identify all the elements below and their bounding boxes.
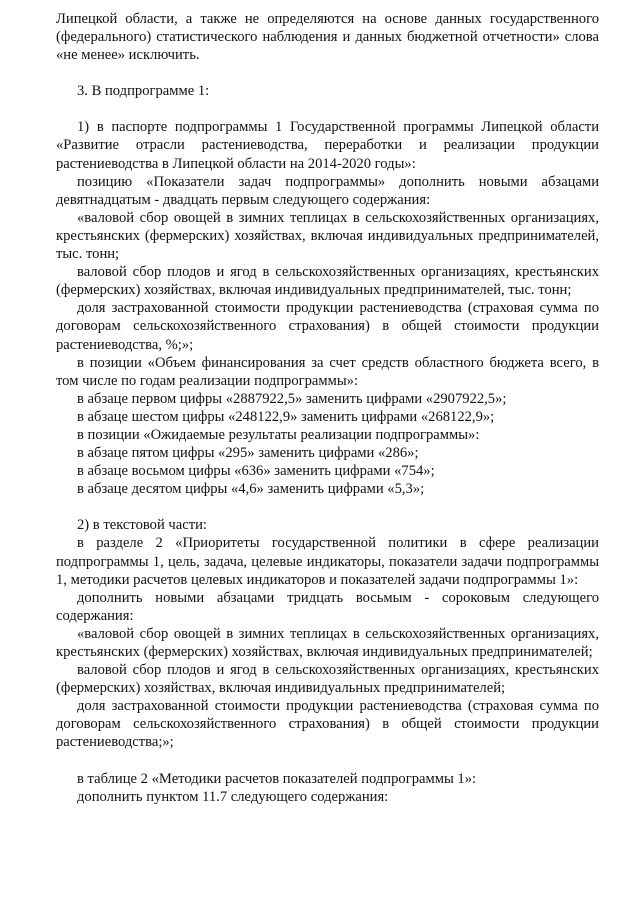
paragraph: в таблице 2 «Методики расчетов показателей подпрограммы 1»: [77,770,477,787]
paragraph: в абзаце восьмом цифры «636» заменить цифрами «754»; [77,463,435,480]
paragraph: в абзаце первом цифры «2887922,5» заменить цифрами «2907922,5»; [77,390,507,407]
paragraph: дополнить новыми абзацами тридцать восьмым - сороковым следующего содержания: [56,589,599,624]
paragraph: «валовой сбор овощей в зимних теплицах в сельскохозяйственных организациях, крестьянских (фермерских) хозяйствах, включая индивидуальных предпринимателей, тыс. тонн; [56,209,599,263]
subsection-heading: 2) в текстовой части: [77,517,207,534]
paragraph: позицию «Показатели задач подпрограммы» дополнить новыми абзацами девятнадцатым - двадцать первым следующего содержания: [56,173,599,208]
paragraph: дополнить пунктом 11.7 следующего содержания: [77,788,389,805]
paragraph: валовой сбор плодов и ягод в сельскохозяйственных организациях, крестьянских (фермерских) хозяйствах, включая индивидуальных предпринимателей; [56,662,599,697]
paragraph: валовой сбор плодов и ягод в сельскохозяйственных организациях, крестьянских (фермерских) хозяйствах, включая индивидуальных предпринимателей, тыс. тонн; [56,264,599,299]
paragraph: «валовой сбор овощей в зимних теплицах в сельскохозяйственных организациях, крестьянских (фермерских) хозяйствах, включая индивидуальных предпринимателей; [56,625,599,660]
paragraph-continuation: Липецкой области, а также не определяются на основе данных государственного (федерального) статистического наблюдения и данных бюджетной отчетности» слова «не менее» исключить. [56,11,599,64]
paragraph: в позиции «Ожидаемые результаты реализации подпрограммы»: [77,426,480,443]
paragraph: доля застрахованной стоимости продукции растениеводства (страховая сумма по договорам сельскохозяйственного страхования) в общей стоимости продукции растениеводства;»; [56,698,599,751]
paragraph: в абзаце пятом цифры «295» заменить цифрами «286»; [77,445,419,462]
paragraph: в абзаце шестом цифры «248122,9» заменить цифрами «268122,9»; [77,408,495,425]
paragraph: в абзаце десятом цифры «4,6» заменить цифрами «5,3»; [77,481,425,498]
subsection-heading: 1) в паспорте подпрограммы 1 Государственной программы Липецкой области «Развитие отрасли растениеводства, переработки и реализации продукции растениеводства в Липецкой области на 2014-2020 годы»: [56,119,599,172]
paragraph: в разделе 2 «Приоритеты государственной политики в сфере реализации подпрограммы 1, цель, задача, целевые индикаторы, показатели задачи подпрограммы 1, методики расчетов целевых индикаторов и показателей задачи подпрограммы 1»: [56,535,599,588]
paragraph: в позиции «Объем финансирования за счет средств областного бюджета всего, в том числе по годам реализации подпрограммы»: [56,354,599,389]
paragraph: доля застрахованной стоимости продукции растениеводства (страховая сумма по договорам сельскохозяйственного страхования) в общей стоимости продукции растениеводства, %;»; [56,300,599,353]
section-heading: 3. В подпрограмме 1: [77,83,210,100]
